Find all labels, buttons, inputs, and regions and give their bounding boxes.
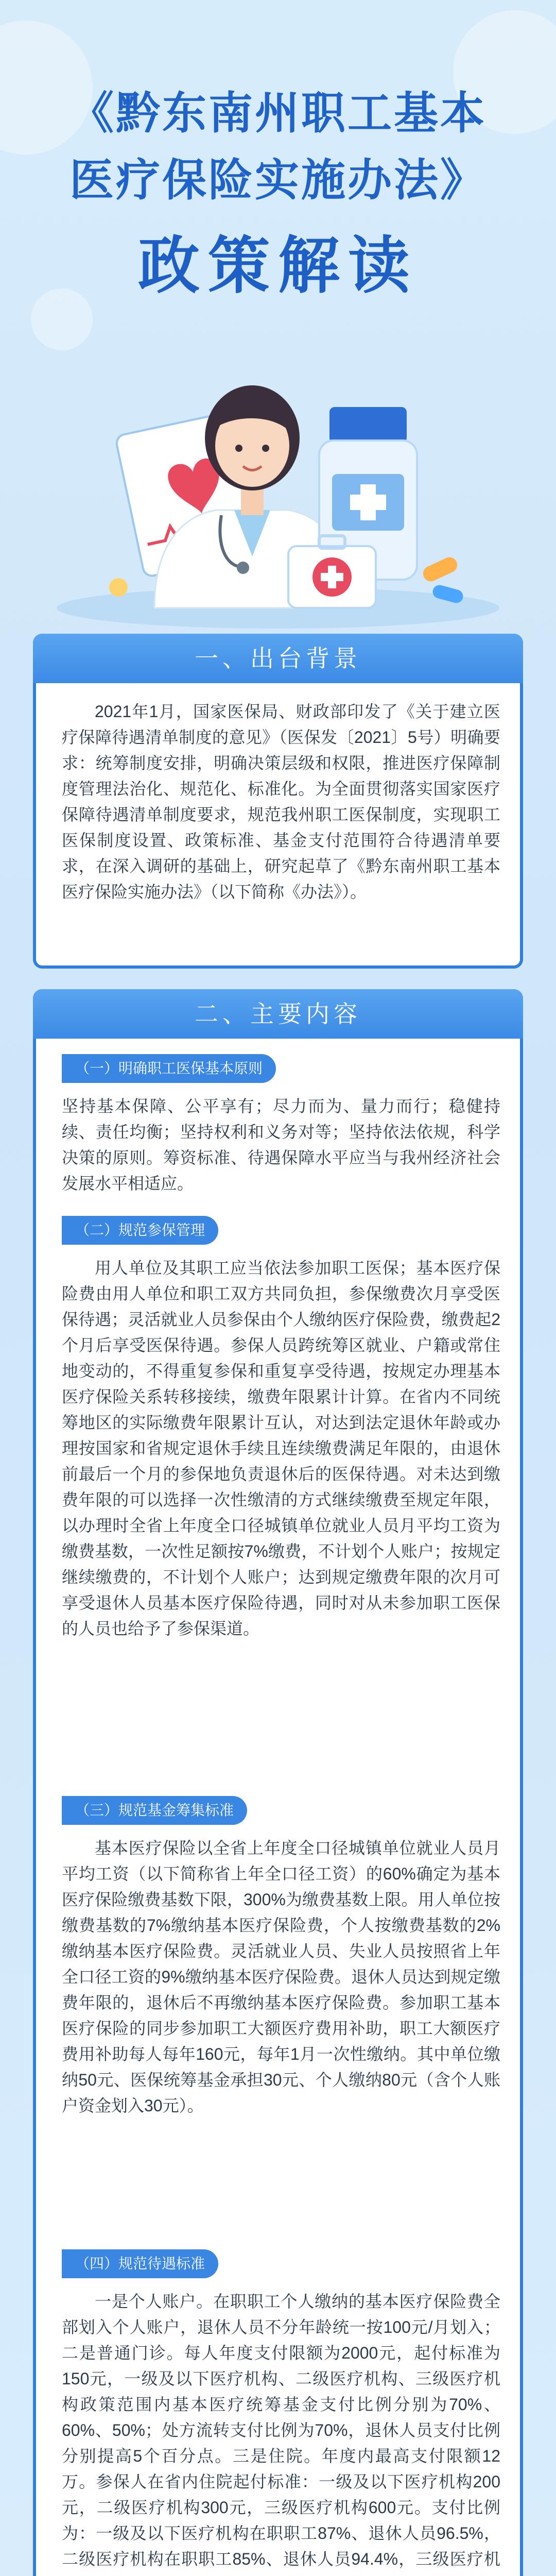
- subsection-text: [62, 1835, 500, 2119]
- hero-banner: [0, 0, 556, 634]
- subsection-text: [62, 2289, 500, 2576]
- title-line-1: 《黔东南州职工基本: [70, 87, 486, 139]
- principle-paragraph: 坚持基本保障、公平享有；尽力而为、量力而行；稳健持续、责任均衡；坚持权利和义务对等；坚持依法依规，科学决策的原则。筹资标准、待遇保障水平应当与我州经济社会发展水平相适应。: [62, 1097, 500, 1193]
- section-main-content: [33, 989, 523, 2576]
- subsection-text: [62, 1093, 500, 1196]
- subsection-tag: （二）规范参保管理: [62, 1216, 218, 1245]
- subsection-tag: （一）明确职工医保基本原则: [62, 1054, 276, 1083]
- subsection-tag: （三）规范基金筹集标准: [62, 1796, 247, 1825]
- section-heading: 二、主要内容: [33, 989, 523, 1039]
- background-paragraph: 2021年1月，国家医保局、财政部印发了《关于建立医疗保障待遇清单制度的意见》（医保发〔2021〕5号）明确要求：统筹制度安排，明确决策层级和权限，推进医疗保障制度管理法治化、规范化、标准化。为全面贯彻落实国家医疗保障待遇清单制度要求，规范我州职工医保制度，实现职工医保制度设置、政策标准、基金支付范围符合待遇清单要求，在深入调研的基础上，研究起草了《黔东南州职工基本医疗保险实施办法》（以下简称《办法》）。: [62, 702, 500, 901]
- medical-kit-icon: [288, 536, 376, 608]
- medical-illustration: [0, 319, 556, 634]
- funding-paragraph: 基本医疗保险以全省上年度全口径城镇单位就业人员月平均工资（以下简称省上年全口径工资）的60%确定为基本医疗保险缴费基数下限，300%为缴费基数上限。用人单位按缴费基数的7%缴纳基本医疗保险费，个人按缴费基数的2%缴纳基本医疗保险费。灵活就业人员、失业人员按照省上年全口径工资的9%缴纳基本医疗保险费。退休人员达到规定缴费年限的，退休后不再缴纳基本医疗保险费。参加职工基本医疗保险的同步参加职工大额医疗费用补助，职工大额医疗费用补助每人每年160元，每年1月一次性缴纳。其中单位缴纳50元、医保统筹基金承担30元、个人缴纳80元（含个人账户资金划入30元）。: [62, 1839, 500, 2115]
- subsection-text: [62, 1255, 500, 1641]
- title-line-3: 政策解读: [138, 229, 418, 302]
- section-content: [62, 699, 500, 905]
- enrollment-paragraph: 用人单位及其职工应当依法参加职工医保；基本医疗保险费由用人单位和职工双方共同负担，参保缴费次月享受医保待遇；灵活就业人员参保由个人缴纳医疗保险费，缴费起2个月后享受医保待遇。参保人员跨统筹区就业、户籍或常住地变动的，不得重复参保和重复享受待遇，按规定办理基本医疗保险关系转移接续，缴费年限累计计算。在省内不同统筹地区的实际缴费年限累计互认，对达到法定退休年龄或办理按国家和省规定退休手续且连续缴费满足年限的，由退休前最后一个月的参保地负责退休后的医保待遇。对未达到缴费年限的可以选择一次性缴清的方式继续缴费至规定年限，以办理时全省上年度全口径城镇单位就业人员月平均工资为缴费基数，一次性足额按7%缴费，不计划个人账户；按规定继续缴费的，不计划个人账户；达到规定缴费年限的次月可享受退休人员基本医疗保险待遇，同时对从未参加职工医保的人员也给予了参保渠道。: [62, 1259, 500, 1638]
- section-heading: 一、出台背景: [33, 634, 523, 683]
- benefits-paragraph: 一是个人账户。在职职工个人缴纳的基本医疗保险费全部划入个人账户，退休人员不分年龄统一按100元/月划入；二是普通门诊。每人年度支付限额为2000元，起付标准为150元，一级及以下医疗机构、二级医疗机构、三级医疗机构政策范围内基本医疗统筹基金支付比例分别为70%、60%、50%；处方流转支付比例为70%，退休人员支付比例分别提高5个百分点。三是住院。年度内最高支付限额12万。参保人在省内住院起付标准：一级及以下医疗机构200元，二级医疗机构300元，三级医疗机构600元。支付比例为：一级及以下医疗机构在职职工87%、退休人员96.5%，二级医疗机构在职职工85%、退休人员94.4%，三级医疗机: [62, 2292, 500, 2568]
- section-background: [33, 634, 523, 969]
- subsection-tag: （四）规范待遇标准: [62, 2249, 218, 2278]
- title-line-2: 医疗保险实施办法》: [70, 154, 486, 206]
